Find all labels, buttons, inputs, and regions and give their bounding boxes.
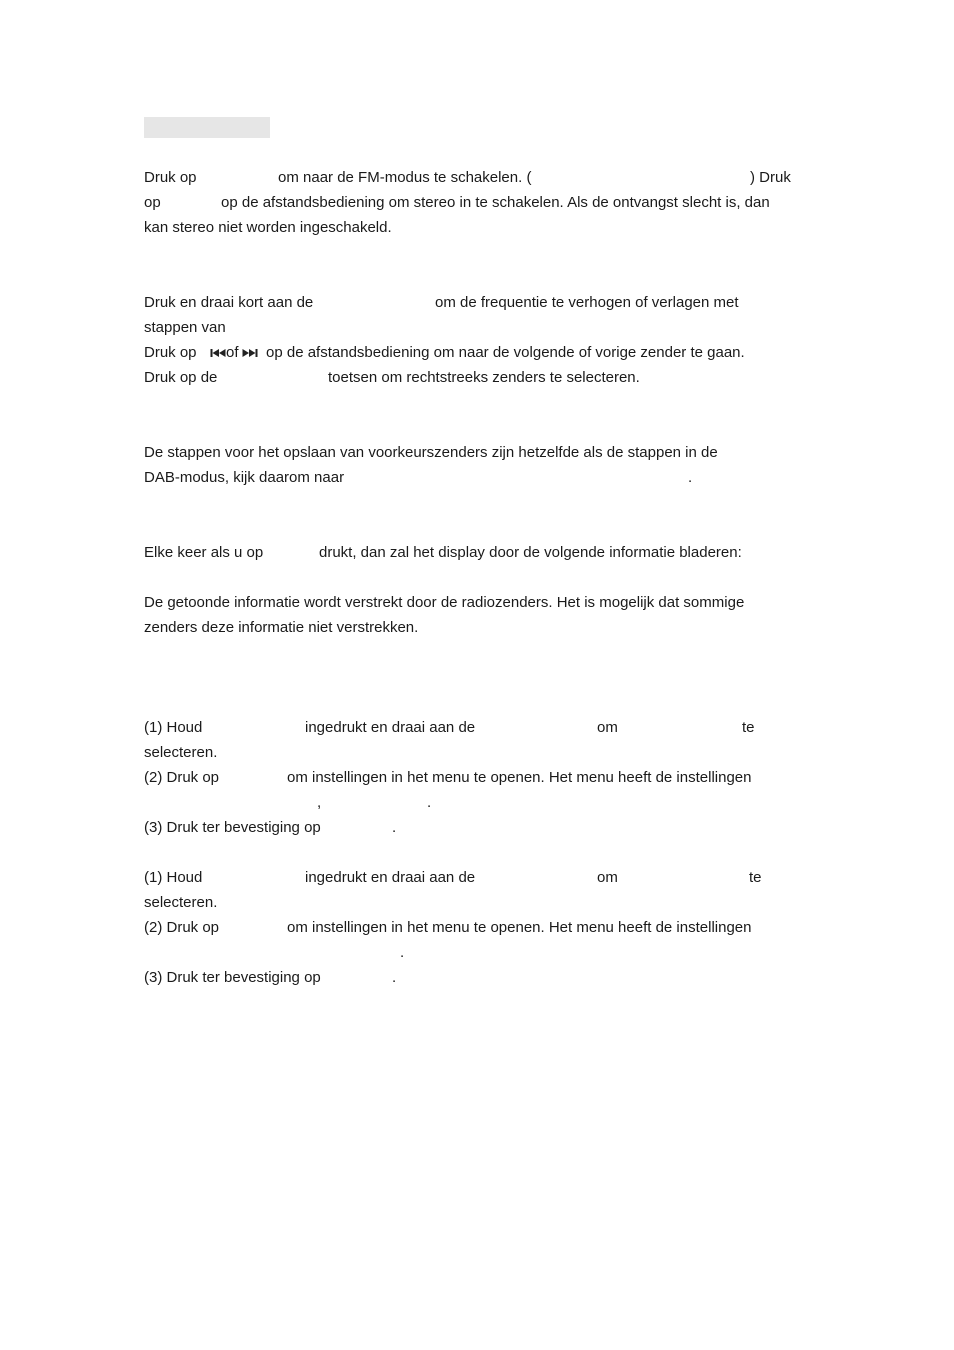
setting1-step1-te: te <box>742 719 755 736</box>
setting1-step1-om: om <box>597 719 618 736</box>
setting1-step1-end: selecteren. <box>144 744 218 761</box>
setting2-step1-middle: ingedrukt en draai aan de <box>305 869 476 886</box>
presets-line2-end: . <box>688 469 693 486</box>
presets-line1: De stappen voor het opslaan van voorkeurszenders zijn hetzelfde als de stappen in de <box>144 444 718 461</box>
setting2-step2-period: . <box>400 944 405 961</box>
tuning-of-word: of <box>226 344 239 361</box>
setting2-step1-te: te <box>749 869 762 886</box>
fm-line2-start: op <box>144 194 161 211</box>
next-track-icon <box>242 347 258 359</box>
info-line2: De getoonde informatie wordt verstrekt door de radiozenders. Het is mogelijk dat sommige <box>144 594 745 611</box>
fm-line1-middle: om naar de FM-modus te schakelen. ( <box>278 169 532 186</box>
setting1-step1-start: (1) Houd <box>144 719 203 736</box>
setting1-step2-start: (2) Druk op <box>144 769 220 786</box>
setting1-step3-end: . <box>392 819 397 836</box>
info-line3: zenders deze informatie niet verstrekken. <box>144 619 419 636</box>
setting2-step2-rest: om instellingen in het menu te openen. Het menu heeft de instellingen <box>287 919 752 936</box>
setting1-step2-rest: om instellingen in het menu te openen. Het menu heeft de instellingen <box>287 769 752 786</box>
fm-line1-start: Druk op <box>144 169 197 186</box>
setting2-step3-end: . <box>392 969 397 986</box>
setting2-step1-end: selecteren. <box>144 894 218 911</box>
tuning-line1-rest: om de frequentie te verhogen of verlagen met <box>435 294 739 311</box>
setting2-step3-start: (3) Druk ter bevestiging op <box>144 969 321 986</box>
setting2-step1-start: (1) Houd <box>144 869 203 886</box>
tuning-line2: stappen van <box>144 319 226 336</box>
info-line1-rest: drukt, dan zal het display door de volgende informatie bladeren: <box>319 544 742 561</box>
fm-line1-end: ) Druk <box>750 169 791 186</box>
setting2-step2-start: (2) Druk op <box>144 919 220 936</box>
setting1-step2-period: . <box>427 794 432 811</box>
setting1-step3-start: (3) Druk ter bevestiging op <box>144 819 321 836</box>
setting1-step2-comma: , <box>317 794 322 811</box>
fm-line3: kan stereo niet worden ingeschakeld. <box>144 219 392 236</box>
tuning-line4-start: Druk op de <box>144 369 218 386</box>
tuning-line1-start: Druk en draai kort aan de <box>144 294 314 311</box>
fm-line2-rest: op de afstandsbediening om stereo in te schakelen. Als de ontvangst slecht is, dan <box>221 194 770 211</box>
tuning-line3-start: Druk op <box>144 344 197 361</box>
info-line1-start: Elke keer als u op <box>144 544 264 561</box>
setting1-step1-middle: ingedrukt en draai aan de <box>305 719 476 736</box>
section-heading-placeholder <box>144 117 270 138</box>
tuning-line3-rest: op de afstandsbediening om naar de volgende of vorige zender te gaan. <box>266 344 745 361</box>
presets-line2-start: DAB-modus, kijk daarom naar <box>144 469 345 486</box>
previous-track-icon <box>210 347 226 359</box>
tuning-line4-rest: toetsen om rechtstreeks zenders te selecteren. <box>328 369 640 386</box>
setting2-step1-om: om <box>597 869 618 886</box>
